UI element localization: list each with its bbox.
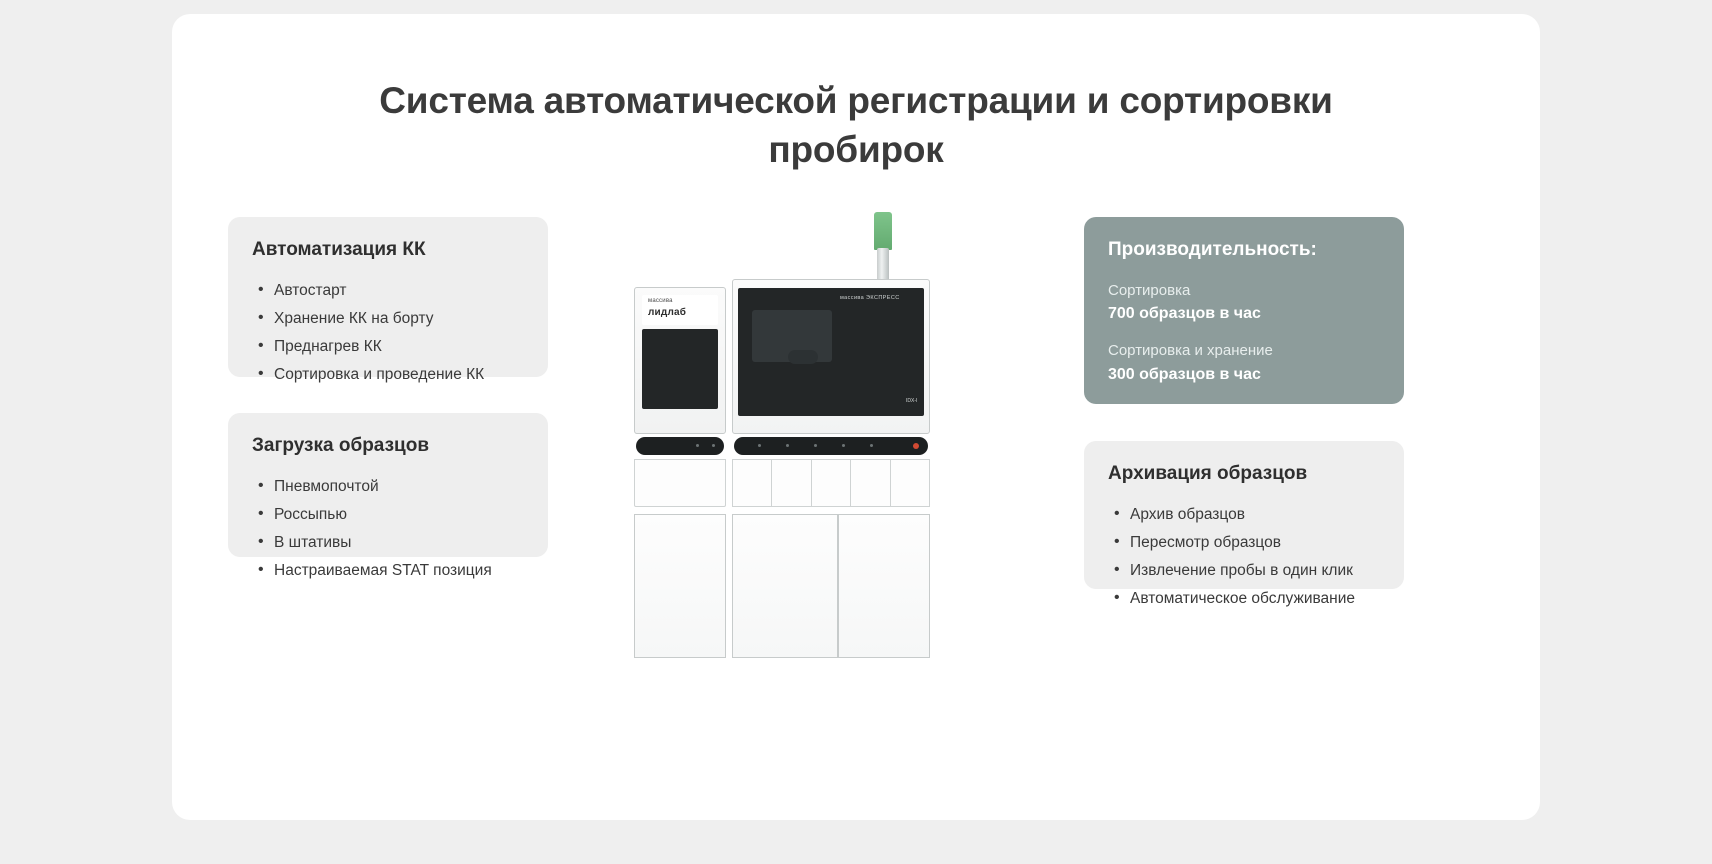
slide-canvas — [172, 14, 1540, 820]
status-indicator-red — [913, 443, 919, 449]
page-title: Система автоматической регистрации и сортировки пробирок — [379, 80, 1333, 171]
lower-cabinet-right — [838, 514, 930, 658]
lower-cabinet-middle — [732, 514, 838, 658]
list-item: • Автоматическое обслуживание — [1130, 588, 1380, 609]
card-performance-title: Производительность: — [1108, 239, 1317, 260]
list-item: • Преднагрев КК — [274, 336, 524, 357]
screen-knob-icon — [788, 350, 818, 364]
handle-indicator-dot — [696, 444, 699, 447]
right-module-brand-label: массива ЭКСПРЕСС — [840, 295, 900, 301]
drawer-cell — [891, 459, 930, 507]
left-module-mid-drawer — [634, 459, 726, 507]
list-item: • Россыпью — [274, 504, 524, 525]
list-item: • Пневмопочтой — [274, 476, 524, 497]
handle-indicator-dot — [786, 444, 789, 447]
lower-cabinet-left — [634, 514, 726, 658]
performance-row — [1108, 340, 1380, 387]
handle-indicator-dot — [842, 444, 845, 447]
performance-label: Сортировка и хранение — [1108, 342, 1273, 360]
left-module-handle — [636, 437, 724, 455]
card-performance — [1084, 217, 1404, 404]
green-tube-cap-icon — [874, 212, 892, 250]
performance-label: Сортировка — [1108, 281, 1191, 299]
card-loading-list — [252, 476, 524, 581]
card-qc-list — [252, 280, 524, 385]
screen-display-area — [752, 310, 832, 362]
card-archive-list — [1108, 504, 1380, 609]
handle-indicator-dot — [712, 444, 715, 447]
card-qc-title: Автоматизация КК — [252, 239, 426, 260]
right-module-screen — [738, 288, 924, 416]
right-module-handle — [734, 437, 928, 455]
card-qc-automation — [228, 217, 548, 384]
list-item: • В штативы — [274, 532, 524, 553]
performance-value: 700 образцов в час — [1108, 305, 1261, 323]
drawer-cell — [732, 459, 772, 507]
card-archive-title: Архивация образцов — [1108, 463, 1308, 484]
machine-illustration — [634, 199, 974, 659]
handle-indicator-dot — [870, 444, 873, 447]
right-module-drawer-row — [732, 459, 930, 507]
list-item: • Архив образцов — [1130, 504, 1380, 525]
card-loading-title: Загрузка образцов — [252, 435, 430, 456]
drawer-cell — [772, 459, 811, 507]
handle-indicator-dot — [814, 444, 817, 447]
card-sample-archiving — [1084, 441, 1404, 608]
right-module-code-label: IDX-I — [906, 398, 918, 404]
list-item: • Настраиваемая STAT позиция — [274, 560, 524, 581]
left-module-brand-top-label: массива — [648, 298, 673, 304]
performance-value: 300 образцов в час — [1108, 365, 1261, 383]
list-item: • Сортировка и проведение КК — [274, 364, 524, 385]
list-item: • Хранение КК на борту — [274, 308, 524, 329]
performance-row — [1108, 280, 1380, 327]
left-module-brand-main-label: лидлаб — [648, 307, 687, 318]
drawer-cell — [851, 459, 890, 507]
list-item: • Пересмотр образцов — [1130, 532, 1380, 553]
left-module-screen — [642, 329, 718, 409]
list-item: • Извлечение пробы в один клик — [1130, 560, 1380, 581]
drawer-cell — [812, 459, 851, 507]
handle-indicator-dot — [758, 444, 761, 447]
list-item: • Автостарт — [274, 280, 524, 301]
card-sample-loading — [228, 413, 548, 580]
